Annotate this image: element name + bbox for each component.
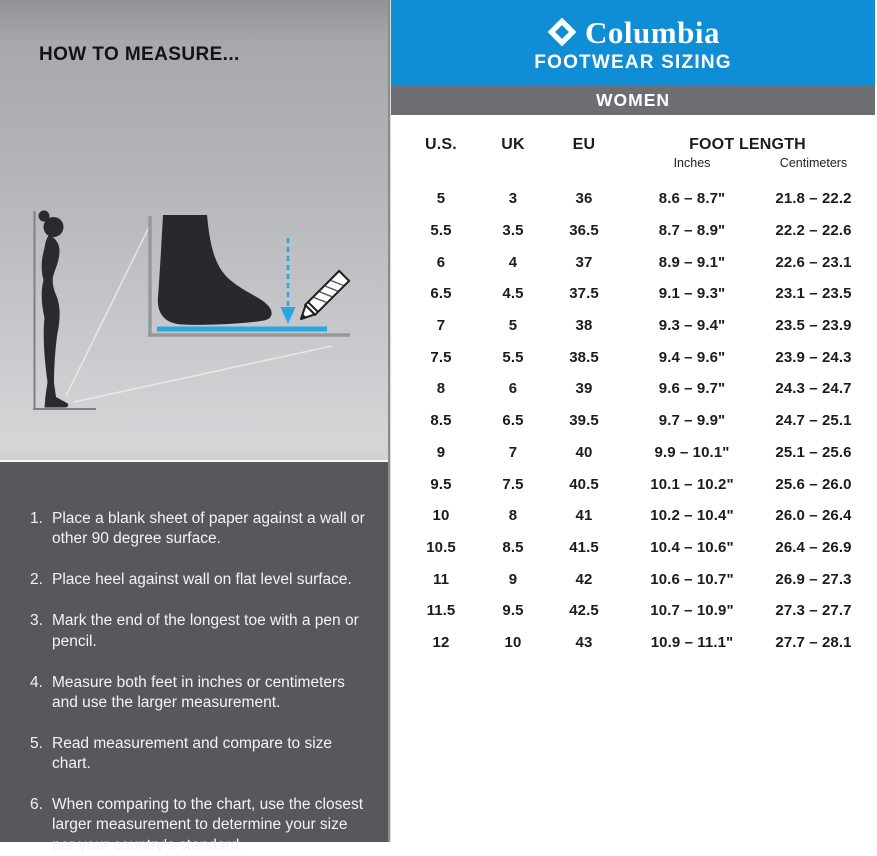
table-cell: 41 [575, 507, 593, 525]
table-cell: 3.5 [502, 222, 524, 240]
table-row [391, 500, 875, 532]
instruction-text: Measure both feet in inches or centimeters and use the larger measurement. [52, 673, 345, 711]
table-cell: 21.8 – 22.2 [775, 190, 852, 208]
instruction-item [30, 611, 366, 651]
table-cell: 24.7 – 25.1 [775, 412, 852, 430]
foot-measure-diagram [148, 215, 350, 336]
measure-title: HOW TO MEASURE... [39, 44, 240, 65]
table-cell: 8.6 – 8.7" [658, 190, 726, 208]
table-cell: 10 [432, 507, 450, 525]
instruction-text: Place heel against wall on flat level surface. [52, 571, 352, 589]
col-subheader-inches: Inches [673, 156, 711, 170]
table-row [391, 532, 875, 564]
col-header-foot-length: FOOT LENGTH [689, 136, 806, 153]
table-cell: 25.6 – 26.0 [775, 475, 852, 493]
col-subheader-centimeters: Centimeters [779, 156, 848, 170]
table-row [391, 627, 875, 659]
table-row [391, 215, 875, 247]
table-cell: 10.7 – 10.9" [650, 602, 734, 620]
table-cell: 7.5 [430, 348, 452, 366]
table-header-row [391, 136, 875, 154]
table-cell: 9.6 – 9.7" [658, 380, 726, 398]
table-cell: 36 [575, 190, 593, 208]
instruction-item [30, 795, 366, 855]
table-cell: 9.9 – 10.1" [654, 443, 730, 461]
table-cell: 22.2 – 22.6 [775, 222, 852, 240]
sizing-chart-panel [390, 0, 875, 842]
table-row [391, 468, 875, 500]
table-row [391, 437, 875, 469]
table-cell: 37 [575, 253, 593, 271]
table-cell: 8.5 [502, 538, 524, 556]
col-header-uk: UK [501, 136, 525, 153]
table-cell: 39 [575, 380, 593, 398]
table-row [391, 595, 875, 627]
table-cell: 10 [504, 633, 522, 651]
table-cell: 42.5 [569, 602, 599, 620]
brand-name: Columbia [585, 14, 720, 50]
table-row [391, 341, 875, 373]
measurement-hero [0, 0, 388, 460]
table-row [391, 278, 875, 310]
section-women-bar: WOMEN [391, 86, 875, 115]
table-cell: 27.3 – 27.7 [775, 602, 852, 620]
measurement-illustration [0, 0, 390, 460]
table-cell: 6.5 [502, 412, 524, 430]
table-row [391, 310, 875, 342]
table-cell: 7.5 [502, 475, 524, 493]
table-cell: 9.1 – 9.3" [658, 285, 726, 303]
col-header-eu: EU [572, 136, 596, 153]
table-cell: 11 [432, 570, 450, 588]
measure-arrow-icon [281, 238, 296, 324]
table-cell: 10.2 – 10.4" [650, 507, 734, 525]
table-cell: 10.6 – 10.7" [650, 570, 734, 588]
table-cell: 41.5 [569, 538, 599, 556]
table-cell: 10.9 – 11.1" [650, 633, 734, 651]
table-cell: 24.3 – 24.7 [775, 380, 852, 398]
table-cell: 10.5 [426, 538, 456, 556]
table-cell: 8.9 – 9.1" [658, 253, 726, 271]
table-cell: 10.4 – 10.6" [650, 538, 734, 556]
table-cell: 6.5 [430, 285, 452, 303]
brand-row [546, 16, 720, 48]
table-cell: 22.6 – 23.1 [775, 253, 852, 271]
table-cell: 8.7 – 8.9" [658, 222, 726, 240]
table-cell: 26.0 – 26.4 [775, 507, 852, 525]
table-cell: 36.5 [569, 222, 599, 240]
chart-subtitle: FOOTWEAR SIZING [534, 52, 732, 73]
table-cell: 9.3 – 9.4" [658, 317, 726, 335]
table-cell: 37.5 [569, 285, 599, 303]
table-cell: 8 [436, 380, 446, 398]
table-cell: 26.9 – 27.3 [775, 570, 852, 588]
col-header-us: U.S. [425, 136, 457, 153]
instruction-text: When comparing to the chart, use the closest larger measurement to determine your size per your country's standard. [52, 796, 364, 854]
person-silhouette-icon [33, 211, 96, 410]
size-table-body [391, 183, 875, 658]
table-cell: 8 [508, 507, 518, 525]
size-table [391, 115, 875, 658]
table-row [391, 183, 875, 215]
table-cell: 12 [432, 633, 450, 651]
table-cell: 9 [508, 570, 518, 588]
table-cell: 27.7 – 28.1 [775, 633, 852, 651]
instruction-text: Place a blank sheet of paper against a wall or other 90 degree surface. [52, 510, 365, 548]
instruction-text: Read measurement and compare to size chart. [52, 734, 333, 773]
table-cell: 9.5 [430, 475, 452, 493]
table-cell: 40.5 [569, 475, 599, 493]
brand-header [391, 0, 875, 86]
instruction-text: Mark the end of the longest toe with a pen or pencil. [52, 612, 359, 650]
table-cell: 5.5 [502, 348, 524, 366]
table-row [391, 246, 875, 278]
table-cell: 10.1 – 10.2" [650, 475, 734, 493]
table-cell: 8.5 [430, 412, 452, 430]
instruction-number: 6. [30, 796, 43, 814]
table-cell: 9.7 – 9.9" [658, 412, 726, 430]
instruction-number: 3. [30, 612, 43, 630]
table-cell: 6 [436, 253, 446, 271]
table-row [391, 563, 875, 595]
instruction-item [30, 509, 366, 549]
table-cell: 25.1 – 25.6 [775, 443, 852, 461]
table-cell: 40 [575, 443, 593, 461]
instruction-item [30, 734, 366, 774]
table-cell: 6 [508, 380, 518, 398]
how-to-measure-panel [0, 0, 390, 854]
instruction-number: 2. [30, 571, 43, 589]
table-cell: 43 [575, 633, 593, 651]
table-cell: 42 [575, 570, 593, 588]
table-cell: 7 [436, 317, 446, 335]
table-cell: 23.5 – 23.9 [775, 317, 852, 335]
table-cell: 23.9 – 24.3 [775, 348, 852, 366]
instruction-item [30, 673, 366, 713]
table-row [391, 373, 875, 405]
table-cell: 4.5 [502, 285, 524, 303]
instruction-number: 1. [30, 510, 43, 527]
table-cell: 5 [508, 317, 518, 335]
table-cell: 5.5 [430, 222, 452, 240]
table-cell: 4 [508, 253, 518, 271]
table-cell: 11.5 [426, 602, 456, 620]
foot-silhouette-icon [158, 215, 272, 325]
table-cell: 38.5 [569, 348, 599, 366]
table-row [391, 405, 875, 437]
table-cell: 5 [436, 190, 446, 208]
table-cell: 38 [575, 317, 593, 335]
instructions-list [0, 460, 388, 854]
table-cell: 23.1 – 23.5 [775, 285, 852, 303]
table-subheader-row [391, 156, 875, 170]
table-cell: 39.5 [569, 412, 599, 430]
table-cell: 9.4 – 9.6" [658, 348, 726, 366]
instruction-item [30, 570, 366, 590]
instruction-number: 4. [30, 673, 43, 691]
table-cell: 9 [436, 443, 446, 461]
table-cell: 7 [508, 443, 518, 461]
table-cell: 3 [508, 190, 518, 208]
instruction-number: 5. [30, 734, 43, 752]
columbia-gem-icon [546, 16, 578, 48]
table-cell: 9.5 [502, 602, 524, 620]
table-cell: 26.4 – 26.9 [775, 538, 852, 556]
pencil-icon [296, 271, 349, 324]
